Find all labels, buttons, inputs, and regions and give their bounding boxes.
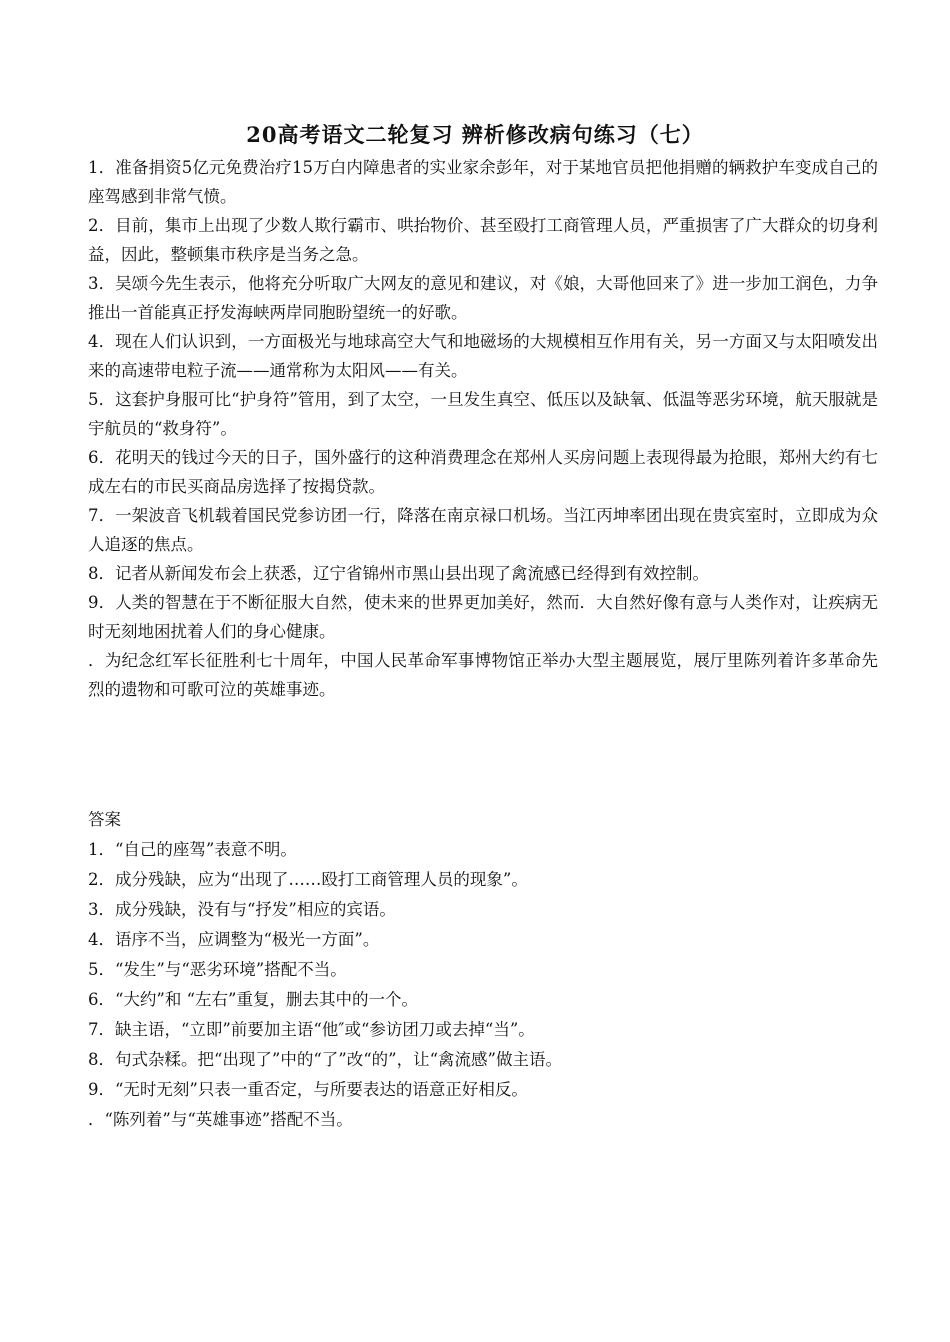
answer-item: 7．缺主语，“立即”前要加主语“他″或“参访团刀或去掉“当”。 (88, 1020, 535, 1039)
question-item: ．为纪念红军长征胜利七十周年，中国人民革命军事博物馆正举办大型主题展览，展厅里陈列着许多革命先烈的遗物和可歌可泣的英雄事迹。 (88, 651, 878, 699)
answer-item: 4．语序不当，应调整为“极光一方面”。 (88, 930, 380, 949)
answer-item: 1．“自己的座驾”表意不明。 (88, 840, 297, 859)
question-item: 1．准备捐资5亿元免费治疗15万白内障患者的实业家余彭年，对于某地官员把他捐赠的辆救护车变成自己的座驾感到非常气愤。 (88, 158, 878, 206)
answer-item: 2．成分残缺，应为“出现了……殴打工商管理人员的现象”。 (88, 870, 528, 889)
question-item: 3．吴颂今先生表示，他将充分听取广大网友的意见和建议，对《娘，大哥他回来了》进一步加工润色，力争推出一首能真正抒发海峡两岸同胞盼望统一的好歌。 (88, 274, 878, 322)
answer-item: 6．“大约”和 “左右”重复，删去其中的一个。 (88, 990, 418, 1009)
question-item: 5．这套护身服可比“护身符”管用，到了太空，一旦发生真空、低压以及缺氧、低温等恶劣环境，航天服就是宇航员的“救身符”。 (88, 390, 878, 438)
question-item: 8．记者从新闻发布会上获悉，辽宁省锦州市黑山县出现了禽流感已经得到有效控制。 (88, 564, 709, 583)
question-list (88, 153, 878, 704)
question-item: 2．目前，集市上出现了少数人欺行霸市、哄抬物价、甚至殴打工商管理人员，严重损害了广大群众的切身利益，因此，整顿集市秩序是当务之急。 (88, 216, 878, 264)
answer-item: 5．“发生”与“恶劣环境”搭配不当。 (88, 960, 347, 979)
document-title: 20高考语文二轮复习 辨析修改病句练习（七） (246, 122, 704, 147)
question-item: 4．现在人们认识到，一方面极光与地球高空大气和地磁场的大规模相互作用有关，另一方面又与太阳喷发出来的高速带电粒子流——通常称为太阳风——有关。 (88, 332, 878, 380)
answer-list (88, 805, 878, 1135)
answer-item: 9．“无时无刻”只表一重否定，与所要表达的语意正好相反。 (88, 1080, 528, 1099)
question-item: 9．人类的智慧在于不断征服大自然，使未来的世界更加美好，然而．大自然好像有意与人类作对，让疾病无时无刻地困扰着人们的身心健康。 (88, 593, 878, 641)
question-item: 7．一架波音飞机载着国民党参访团一行，降落在南京禄口机场。当江丙坤率团出现在贵宾室时，立即成为众人追逐的焦点。 (88, 506, 878, 554)
answer-item: 3．成分残缺，没有与“抒发”相应的宾语。 (88, 900, 396, 919)
answer-item: ．“陈列着”与“英雄事迹”搭配不当。 (88, 1110, 353, 1129)
answers-heading: 答案 (88, 810, 121, 829)
answer-item: 8．句式杂糅。把“出现了”中的“了”改“的”，让“禽流感”做主语。 (88, 1050, 562, 1069)
question-item: 6．花明天的钱过今天的日子，国外盛行的这种消费理念在郑州人买房问题上表现得最为抢眼，郑州大约有七成左右的市民买商品房选择了按揭贷款。 (88, 448, 878, 496)
